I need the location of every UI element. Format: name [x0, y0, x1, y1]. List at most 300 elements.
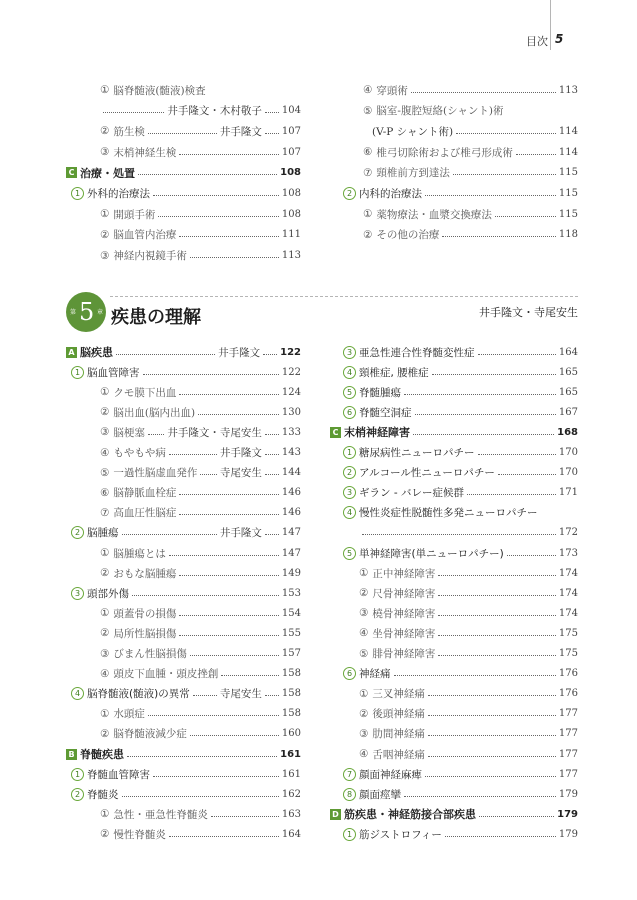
page-number: 122: [281, 366, 301, 378]
entry-title: 水頭症: [113, 708, 145, 721]
item-number: ②: [100, 228, 110, 241]
leader-dots: [265, 434, 279, 435]
leader-dots: [516, 154, 556, 155]
leader-dots: [198, 414, 279, 415]
toc-entry[interactable]: [71, 362, 301, 382]
item-number: ④: [100, 446, 110, 459]
entry-title: 外科的治療法: [87, 188, 150, 200]
entry-title: 脳室-腹腔短絡(シャント)術: [376, 105, 504, 118]
toc-entry[interactable]: [343, 664, 578, 684]
page-number: 5: [555, 32, 564, 46]
item-number: ②: [359, 707, 369, 720]
item-number: ⑦: [100, 506, 110, 519]
leader-dots: [148, 715, 279, 716]
section-letter-badge: C: [330, 427, 341, 438]
toc-entry[interactable]: [71, 184, 301, 204]
entry-author: 井手隆文: [219, 125, 262, 138]
page-number: 108: [280, 167, 301, 179]
leader-dots: [148, 133, 217, 134]
leader-dots: [404, 394, 556, 395]
toc-entry[interactable]: [100, 483, 301, 503]
page-number: 144: [281, 467, 301, 479]
page-number: 171: [558, 487, 578, 499]
toc-entry[interactable]: [363, 80, 578, 100]
section-letter-badge: B: [66, 749, 77, 760]
leader-dots: [425, 195, 556, 196]
leader-dots: [362, 534, 556, 535]
subsection-number-badge: 4: [343, 506, 356, 519]
item-number: ③: [100, 249, 110, 262]
leader-dots: [153, 776, 279, 777]
toc-entry[interactable]: [363, 163, 578, 183]
subsection-number-badge: 3: [71, 587, 84, 600]
header-divider: [550, 0, 551, 50]
leader-dots: [478, 354, 556, 355]
page-number: 122: [280, 346, 301, 358]
item-number: ③: [100, 146, 110, 159]
page-number: 158: [281, 668, 301, 680]
subsection-number-badge: 4: [343, 366, 356, 379]
leader-dots: [122, 796, 279, 797]
toc-entry[interactable]: [100, 80, 301, 100]
entry-title: 薬物療法・血漿交換療法: [376, 208, 492, 221]
entry-title: 頭蓋骨の損傷: [113, 607, 177, 620]
toc-entry[interactable]: [359, 583, 578, 603]
page-number: 153: [281, 587, 301, 599]
leader-dots: [138, 174, 277, 175]
item-number: ①: [100, 208, 110, 221]
leader-dots: [179, 236, 278, 237]
entry-title: 一過性脳虚血発作: [113, 467, 198, 480]
page-number: 143: [281, 447, 301, 458]
page-number: 157: [281, 648, 301, 659]
leader-dots: [456, 133, 556, 134]
entry-author: 井手隆文: [219, 447, 262, 459]
toc-entry[interactable]: [343, 443, 578, 463]
item-number: ④: [359, 748, 369, 760]
toc-entry[interactable]: [100, 204, 301, 224]
leader-dots: [478, 454, 556, 455]
item-number: ⑥: [363, 146, 373, 159]
subsection-number-badge: 6: [343, 406, 356, 419]
leader-dots: [445, 836, 556, 837]
section-letter-badge: C: [66, 167, 77, 178]
entry-title: 後頭神経痛: [372, 708, 425, 721]
page-number: 177: [558, 708, 578, 720]
page-number: 164: [281, 828, 301, 840]
toc-entry[interactable]: [343, 503, 578, 523]
subsection-number-badge: 7: [343, 768, 356, 781]
subsection-number-badge: 3: [343, 346, 356, 359]
header-label: 目次: [526, 35, 548, 48]
toc-entry[interactable]: [71, 684, 301, 704]
toc-entry[interactable]: [343, 184, 578, 204]
page-number: 170: [558, 467, 578, 479]
page-number: 174: [558, 587, 578, 599]
chapter-dashed-rule: [110, 296, 578, 297]
toc-entry[interactable]: [343, 342, 578, 362]
item-number: ②: [100, 567, 110, 580]
item-number: ③: [100, 426, 110, 439]
leader-dots: [193, 695, 217, 696]
toc-entry[interactable]: [100, 422, 301, 442]
entry-title: 脳梗塞: [113, 426, 145, 439]
entry-title: 筋ジストロフィー: [359, 828, 442, 841]
leader-dots: [404, 796, 556, 797]
page-number: 168: [557, 426, 578, 438]
entry-author: 井手隆文・寺尾安生: [167, 426, 262, 439]
leader-dots: [127, 756, 277, 757]
toc-entry[interactable]: [71, 784, 301, 804]
section-letter-badge: D: [330, 809, 341, 820]
leader-dots: [428, 735, 556, 736]
subsection-number-badge: 2: [71, 788, 84, 801]
toc-entry[interactable]: [100, 563, 301, 583]
entry-title: 筋疾患・神経筋接合部疾患: [344, 808, 476, 822]
page-number: 167: [558, 406, 578, 418]
toc-entry[interactable]: [71, 583, 301, 603]
item-number: ①: [363, 208, 373, 221]
toc-entry[interactable]: [100, 142, 301, 162]
leader-dots: [438, 595, 555, 596]
leader-dots: [190, 257, 279, 258]
item-number: ④: [100, 667, 110, 680]
leader-dots: [425, 776, 556, 777]
item-number: ①: [100, 84, 110, 96]
leader-dots: [438, 615, 555, 616]
page-number: 162: [281, 788, 301, 800]
leader-dots: [148, 434, 164, 435]
toc-entry[interactable]: [100, 443, 301, 463]
entry-title: 治療・処置: [80, 166, 135, 180]
item-number: ①: [100, 386, 110, 399]
entry-title: 頸椎症, 腰椎症: [359, 366, 429, 379]
entry-title: 糖尿病性ニューロパチー: [359, 447, 475, 459]
subsection-number-badge: 1: [71, 768, 84, 781]
page-number: 115: [558, 167, 578, 179]
leader-dots: [190, 735, 279, 736]
entry-title: 局所性脳損傷: [113, 627, 177, 640]
leader-dots: [507, 555, 556, 556]
page-number: 158: [281, 708, 301, 720]
page-number: 163: [281, 808, 301, 820]
toc-entry[interactable]: [343, 402, 578, 422]
toc-entry[interactable]: [100, 246, 301, 266]
toc-entry[interactable]: [100, 644, 301, 664]
entry-author: 井手隆文: [218, 346, 261, 359]
subsection-number-badge: 2: [71, 526, 84, 539]
leader-dots: [479, 816, 554, 817]
leader-dots: [153, 195, 279, 196]
item-number: ①: [100, 607, 110, 620]
entry-title: 末梢神経障害: [344, 426, 410, 440]
page-number: 108: [281, 208, 301, 220]
toc-entry[interactable]: [359, 644, 578, 664]
entry-title: 単神経障害(単ニューロパチー): [359, 547, 504, 560]
toc-entry[interactable]: [372, 121, 578, 141]
leader-dots: [438, 575, 555, 576]
item-number: ①: [359, 567, 369, 580]
leader-dots: [265, 133, 279, 134]
toc-entry[interactable]: [343, 362, 578, 382]
toc-entry[interactable]: [100, 543, 301, 563]
item-number: ④: [359, 627, 369, 640]
entry-title: 坐骨神経障害: [372, 627, 436, 640]
entry-title: 顔面痙攣: [359, 788, 401, 801]
entry-title: 脳脊髄液(髄液)の異常: [87, 688, 190, 701]
item-number: ②: [100, 125, 110, 138]
subsection-number-badge: 1: [343, 446, 356, 459]
toc-entry[interactable]: [71, 764, 301, 784]
toc-entry[interactable]: [66, 342, 301, 362]
entry-title: 神経内視鏡手術: [113, 250, 187, 263]
toc-entry[interactable]: [100, 101, 301, 121]
subsection-number-badge: 1: [71, 187, 84, 200]
leader-dots: [413, 434, 554, 435]
toc-entry[interactable]: [363, 225, 578, 245]
page-number: 133: [281, 426, 301, 438]
chapter-title[interactable]: 疾患の理解: [111, 307, 201, 328]
toc-entry[interactable]: [330, 804, 578, 824]
leader-dots: [190, 655, 279, 656]
item-number: ⑤: [363, 104, 373, 117]
chapter-number: 5: [79, 298, 95, 326]
toc-entry[interactable]: [343, 483, 578, 503]
subsection-number-badge: 5: [343, 386, 356, 399]
toc-entry[interactable]: [359, 704, 578, 724]
entry-title: 腓骨神経障害: [372, 648, 436, 660]
page-number: 177: [558, 728, 578, 740]
page-number: 154: [281, 607, 301, 619]
entry-author: 寺尾安生: [219, 467, 262, 480]
toc-entry[interactable]: [343, 463, 578, 483]
toc-entry[interactable]: [66, 744, 301, 764]
leader-dots: [179, 514, 278, 515]
item-number: ⑤: [359, 647, 369, 660]
entry-title: 脳脊髄液減少症: [113, 728, 187, 741]
toc-entry[interactable]: [71, 523, 301, 543]
entry-title: 脳腫瘍: [87, 527, 119, 540]
page-number: 175: [558, 648, 578, 659]
toc-entry[interactable]: [359, 563, 578, 583]
leader-dots: [428, 756, 556, 757]
page-number: 118: [558, 229, 578, 241]
toc-entry[interactable]: [100, 463, 301, 483]
toc-entry[interactable]: [343, 382, 578, 402]
leader-dots: [438, 655, 555, 656]
entry-title: 脳脊髄液(髄液)検査: [113, 84, 206, 97]
entry-title: 脳腫瘍とは: [113, 547, 166, 560]
entry-title: 橈骨神経障害: [372, 607, 436, 620]
subsection-number-badge: 3: [343, 486, 356, 499]
leader-dots: [453, 174, 556, 175]
entry-title: 脳疾患: [80, 346, 113, 359]
toc-entry[interactable]: [343, 784, 578, 804]
toc-entry[interactable]: [66, 163, 301, 183]
leader-dots: [179, 394, 278, 395]
page-number: 155: [281, 627, 301, 639]
chapter-suffix: 章: [97, 309, 104, 316]
leader-dots: [394, 675, 556, 676]
entry-title: 肋間神経痛: [372, 728, 425, 741]
leader-dots: [179, 494, 278, 495]
leader-dots: [143, 374, 279, 375]
leader-dots: [411, 92, 556, 93]
entry-title: 顔面神経麻痺: [359, 768, 422, 781]
entry-title: びまん性脳損傷: [113, 648, 187, 660]
subsection-number-badge: 5: [343, 547, 356, 560]
toc-entry[interactable]: [100, 503, 301, 523]
toc-entry[interactable]: [359, 523, 578, 543]
page-number: 104: [281, 105, 301, 117]
page-number: 176: [558, 668, 578, 680]
entry-title: 舌咽神経痛: [372, 748, 425, 761]
page-number: 170: [558, 447, 578, 458]
entry-title: 三叉神経痛: [372, 688, 425, 701]
toc-entry[interactable]: [100, 724, 301, 744]
leader-dots: [179, 635, 278, 636]
entry-title: 頭皮下血腫・頭皮挫創: [113, 668, 219, 681]
toc-entry[interactable]: [359, 623, 578, 643]
page-number: 111: [281, 229, 301, 241]
page-number: 113: [558, 84, 578, 96]
toc-entry[interactable]: [359, 603, 578, 623]
leader-dots: [211, 816, 279, 817]
page-number: 179: [557, 808, 578, 820]
leader-dots: [221, 675, 278, 676]
page-number: 108: [281, 188, 301, 199]
entry-title: 脊髄腫瘍: [359, 386, 401, 399]
entry-title: もやもや病: [113, 447, 166, 459]
entry-title: 末梢神経生検: [113, 146, 177, 159]
leader-dots: [432, 374, 556, 375]
item-number: ③: [359, 607, 369, 620]
toc-entry[interactable]: [343, 543, 578, 563]
item-number: ②: [363, 228, 373, 241]
subsection-number-badge: 4: [71, 687, 84, 700]
toc-entry[interactable]: [100, 804, 301, 824]
entry-title: 内科的治療法: [359, 188, 422, 200]
page-number: 147: [281, 527, 301, 539]
entry-title: (V-P シャント術): [372, 125, 454, 138]
entry-title: 頭部外傷: [87, 587, 129, 600]
item-number: ①: [100, 808, 110, 821]
toc-entry[interactable]: [100, 402, 301, 422]
entry-title: 尺骨神経障害: [372, 587, 436, 600]
page-number: 158: [281, 688, 301, 700]
entry-title: おもな脳腫瘍: [113, 567, 177, 580]
page-number: 161: [280, 748, 301, 760]
leader-dots: [265, 695, 279, 696]
entry-author: 井手隆文: [219, 527, 262, 540]
page-number: 179: [558, 828, 578, 840]
leader-dots: [132, 595, 279, 596]
subsection-number-badge: 6: [343, 667, 356, 680]
page-number: 124: [281, 386, 301, 398]
leader-dots: [415, 414, 556, 415]
page-number: 107: [281, 125, 301, 137]
entry-title: 脊髄血管障害: [87, 768, 150, 781]
entry-title: 頸椎前方到達法: [376, 167, 450, 180]
toc-entry[interactable]: [100, 704, 301, 724]
leader-dots: [200, 474, 216, 475]
leader-dots: [169, 836, 279, 837]
page-number: 179: [558, 788, 578, 800]
toc-entry[interactable]: [330, 422, 578, 442]
page-number: 172: [558, 527, 578, 539]
entry-author: 寺尾安生: [219, 688, 262, 701]
page-number: 130: [281, 406, 301, 418]
item-number: ⑤: [100, 466, 110, 479]
item-number: ⑦: [363, 166, 373, 179]
toc-entry[interactable]: [100, 603, 301, 623]
entry-title: 開頭手術: [113, 208, 156, 221]
leader-dots: [169, 454, 217, 455]
page-number: 165: [558, 386, 578, 398]
toc-entry[interactable]: [359, 724, 578, 744]
item-number: ①: [359, 687, 369, 700]
toc-entry[interactable]: [343, 824, 578, 844]
toc-entry[interactable]: [100, 225, 301, 245]
entry-author: 井手隆文・木村敬子: [167, 105, 262, 118]
entry-title: 亜急性連合性脊髄変性症: [359, 346, 475, 359]
entry-title: 脳血管内治療: [113, 229, 177, 242]
leader-dots: [428, 715, 556, 716]
item-number: ②: [100, 627, 110, 640]
toc-entry[interactable]: [359, 744, 578, 764]
toc-entry[interactable]: [343, 764, 578, 784]
subsection-number-badge: 2: [343, 466, 356, 479]
toc-entry[interactable]: [100, 121, 301, 141]
toc-entry[interactable]: [100, 824, 301, 844]
leader-dots: [179, 154, 278, 155]
toc-entry[interactable]: [363, 204, 578, 224]
chapter-authors: 井手隆文・寺尾安生: [479, 306, 578, 319]
page-number: 165: [558, 366, 578, 378]
toc-entry[interactable]: [100, 382, 301, 402]
leader-dots: [179, 615, 278, 616]
leader-dots: [438, 635, 555, 636]
leader-dots: [467, 494, 556, 495]
entry-title: 椎弓切除術および椎弓形成術: [376, 146, 513, 159]
toc-entry[interactable]: [100, 664, 301, 684]
item-number: ②: [100, 828, 110, 841]
toc-entry[interactable]: [359, 684, 578, 704]
page-number: 174: [558, 607, 578, 619]
leader-dots: [428, 695, 556, 696]
entry-title: その他の治療: [376, 229, 440, 242]
entry-title: 高血圧性脳症: [113, 507, 177, 520]
item-number: ②: [359, 587, 369, 600]
page-number: 177: [558, 768, 578, 780]
toc-entry[interactable]: [363, 142, 578, 162]
item-number: ③: [100, 647, 110, 660]
leader-dots: [265, 534, 279, 535]
leader-dots: [122, 534, 217, 535]
page-number: 146: [281, 507, 301, 519]
entry-title: 慢性炎症性脱髄性多発ニューロパチー: [359, 507, 538, 520]
leader-dots: [442, 236, 555, 237]
entry-title: 脳出血(脳内出血): [113, 406, 196, 419]
leader-dots: [103, 112, 164, 113]
toc-entry[interactable]: [100, 623, 301, 643]
entry-title: 筋生検: [113, 125, 145, 138]
page-number: 164: [558, 346, 578, 358]
toc-entry[interactable]: [363, 101, 578, 121]
page-number: 175: [558, 627, 578, 639]
page-number: 161: [281, 768, 301, 780]
leader-dots: [495, 216, 556, 217]
